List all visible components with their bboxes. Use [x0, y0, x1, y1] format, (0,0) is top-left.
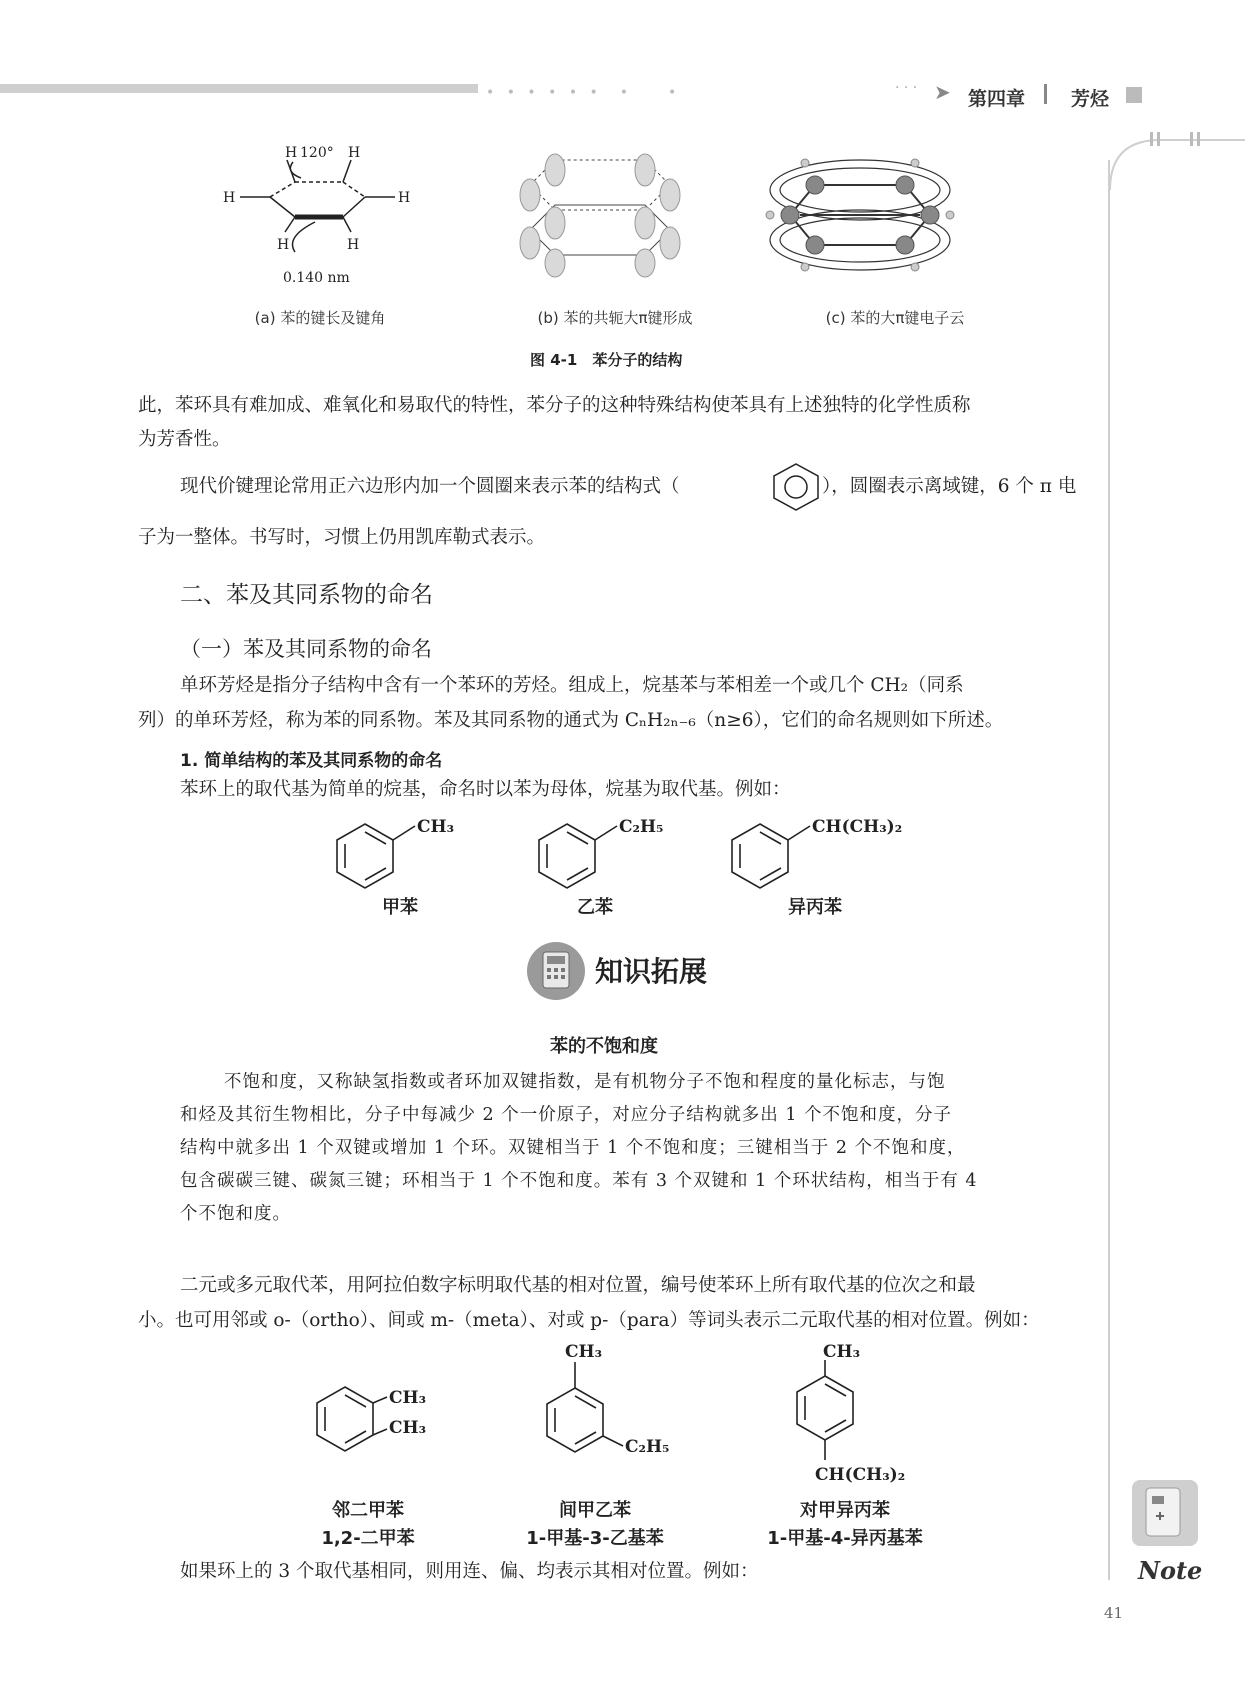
toluene-name: 甲苯: [382, 897, 418, 918]
para2-line2: 子为一整体。书写时，习惯上仍用凯库勒式表示。: [138, 527, 546, 548]
ethylbenzene-structure: [537, 812, 667, 892]
m-ethyltoluene-sub2: C₂H₅: [625, 1437, 670, 1457]
extension-line4: 包含碳碳三键、碳氮三键；环相当于 1 个不饱和度。苯有 3 个双键和 1 个环状结构，相当于有 4: [180, 1171, 978, 1191]
extension-line1: 不饱和度，又称缺氢指数或者环加双键指数，是有机物分子不饱和程度的量化标志，与饱: [224, 1072, 946, 1092]
para3-line2: 列）的单环芳烃，称为苯的同系物。苯及其同系物的通式为 CₙH₂ₙ₋₆（n≥6），它们的命名规则如下所述。: [138, 710, 1004, 731]
benzene-bond-diagram: [215, 142, 411, 292]
label-h4: H: [398, 190, 411, 206]
para5-line2: 小。也可用邻或 o-（ortho）、间或 m-（meta）、对或 p-（para）等词头表示二元取代基的相对位置。例如：: [138, 1310, 1040, 1331]
header-dots: • • • • • • • •: [486, 85, 681, 101]
extension-line5: 个不饱和度。: [180, 1204, 291, 1224]
header-bar: [0, 84, 478, 93]
label-h3: H: [223, 190, 236, 206]
ethylbenzene-sub: C₂H₅: [619, 817, 664, 837]
note-icon: [1128, 1476, 1202, 1550]
header-square-icon: [1126, 87, 1142, 103]
pi-orbital-diagram: [500, 145, 700, 285]
extension-subtitle: 苯的不饱和度: [550, 1036, 658, 1057]
last-line: 如果环上的 3 个取代基相同，则用连、偏、均表示其相对位置。例如：: [180, 1561, 759, 1582]
o-xylene-structure: [315, 1375, 445, 1465]
o-xylene-name: 邻二甲苯: [332, 1500, 404, 1521]
m-ethyltoluene-sub1: CH₃: [565, 1342, 603, 1362]
cumene-structure: [730, 812, 903, 892]
caption-a: (a) 苯的键长及键角: [254, 309, 386, 327]
para1-line1: 此，苯环具有难加成、难氧化和易取代的特性，苯分子的这种特殊结构使苯具有上述独特的化学性质称: [138, 395, 971, 416]
cumene-name: 异丙苯: [788, 897, 842, 918]
margin-line: [1108, 160, 1110, 1580]
m-ethyltoluene-name: 间甲乙苯: [559, 1500, 631, 1521]
para1-line2: 为芳香性。: [138, 429, 231, 450]
ethylbenzene-name: 乙苯: [577, 897, 613, 918]
subsection-heading: （一）苯及其同系物的命名: [180, 637, 432, 661]
bond-length-label: 0.140 nm: [283, 270, 350, 286]
section-heading: 二、苯及其同系物的命名: [180, 582, 433, 608]
extension-line3: 结构中就多出 1 个双键或增加 1 个环。双键相当于 1 个不饱和度；三键相当于 2 个不饱和度，: [180, 1138, 966, 1158]
pi-electron-cloud-diagram: [760, 145, 960, 285]
extension-line2: 和烃及其衍生物相比，分子中每减少 2 个一价原子，对应分子结构就多出 1 个不饱和度，分子: [180, 1105, 953, 1125]
para2-line1b: ），圆圈表示离域键，6 个 π 电: [822, 476, 1077, 497]
m-ethyltoluene-systematic: 1-甲基-3-乙基苯: [526, 1528, 664, 1549]
subsubsection-heading: 1. 简单结构的苯及其同系物的命名: [180, 751, 443, 771]
margin-corner-decoration: [1100, 130, 1245, 190]
header-dots-right: · · ·: [895, 80, 918, 96]
angle-label: 120°: [300, 145, 334, 161]
toluene-sub: CH₃: [417, 817, 455, 837]
benzene-ring-icon: [768, 461, 824, 513]
caption-b: (b) 苯的共轭大π键形成: [537, 309, 693, 327]
p-cymene-systematic: 1-甲基-4-异丙基苯: [767, 1528, 923, 1549]
label-h5: H: [277, 237, 290, 253]
cumene-sub: CH(CH₃)₂: [812, 817, 903, 837]
topic-label: 芳烃: [1071, 88, 1110, 110]
label-h2: H: [348, 145, 361, 161]
figure-title: 图 4-1 苯分子的结构: [530, 351, 683, 369]
p-cymene-sub1: CH₃: [823, 1342, 861, 1362]
caption-c: (c) 苯的大π键电子云: [825, 309, 965, 327]
o-xylene-systematic: 1,2-二甲苯: [321, 1528, 415, 1549]
header-separator: [1044, 84, 1047, 104]
label-h6: H: [347, 237, 360, 253]
chevron-right-icon: ➤: [934, 80, 951, 104]
o-xylene-sub2: CH₃: [389, 1418, 427, 1438]
p-cymene-structure: [795, 1340, 935, 1490]
label-h1: H: [285, 145, 298, 161]
p-cymene-sub2: CH(CH₃)₂: [815, 1465, 906, 1485]
para5-line1: 二元或多元取代苯，用阿拉伯数字标明取代基的相对位置，编号使苯环上所有取代基的位次之和最: [180, 1275, 976, 1296]
calculator-icon: [525, 940, 587, 1002]
chapter-label: 第四章: [968, 88, 1026, 110]
note-label: Note: [1138, 1556, 1203, 1585]
p-cymene-name: 对甲异丙苯: [800, 1500, 890, 1521]
m-ethyltoluene-structure: [545, 1340, 695, 1460]
page-number: 41: [1104, 1604, 1124, 1622]
extension-title: 知识拓展: [595, 955, 708, 988]
para3-line1: 单环芳烃是指分子结构中含有一个苯环的芳烃。组成上，烷基苯与苯相差一个或几个 CH₂（同系: [180, 675, 964, 696]
para4: 苯环上的取代基为简单的烷基，命名时以苯为母体，烷基为取代基。例如：: [180, 779, 791, 800]
para2-line1a: 现代价键理论常用正六边形内加一个圆圈来表示苯的结构式（: [180, 476, 680, 497]
o-xylene-sub1: CH₃: [389, 1388, 427, 1408]
toluene-structure: [335, 812, 465, 892]
